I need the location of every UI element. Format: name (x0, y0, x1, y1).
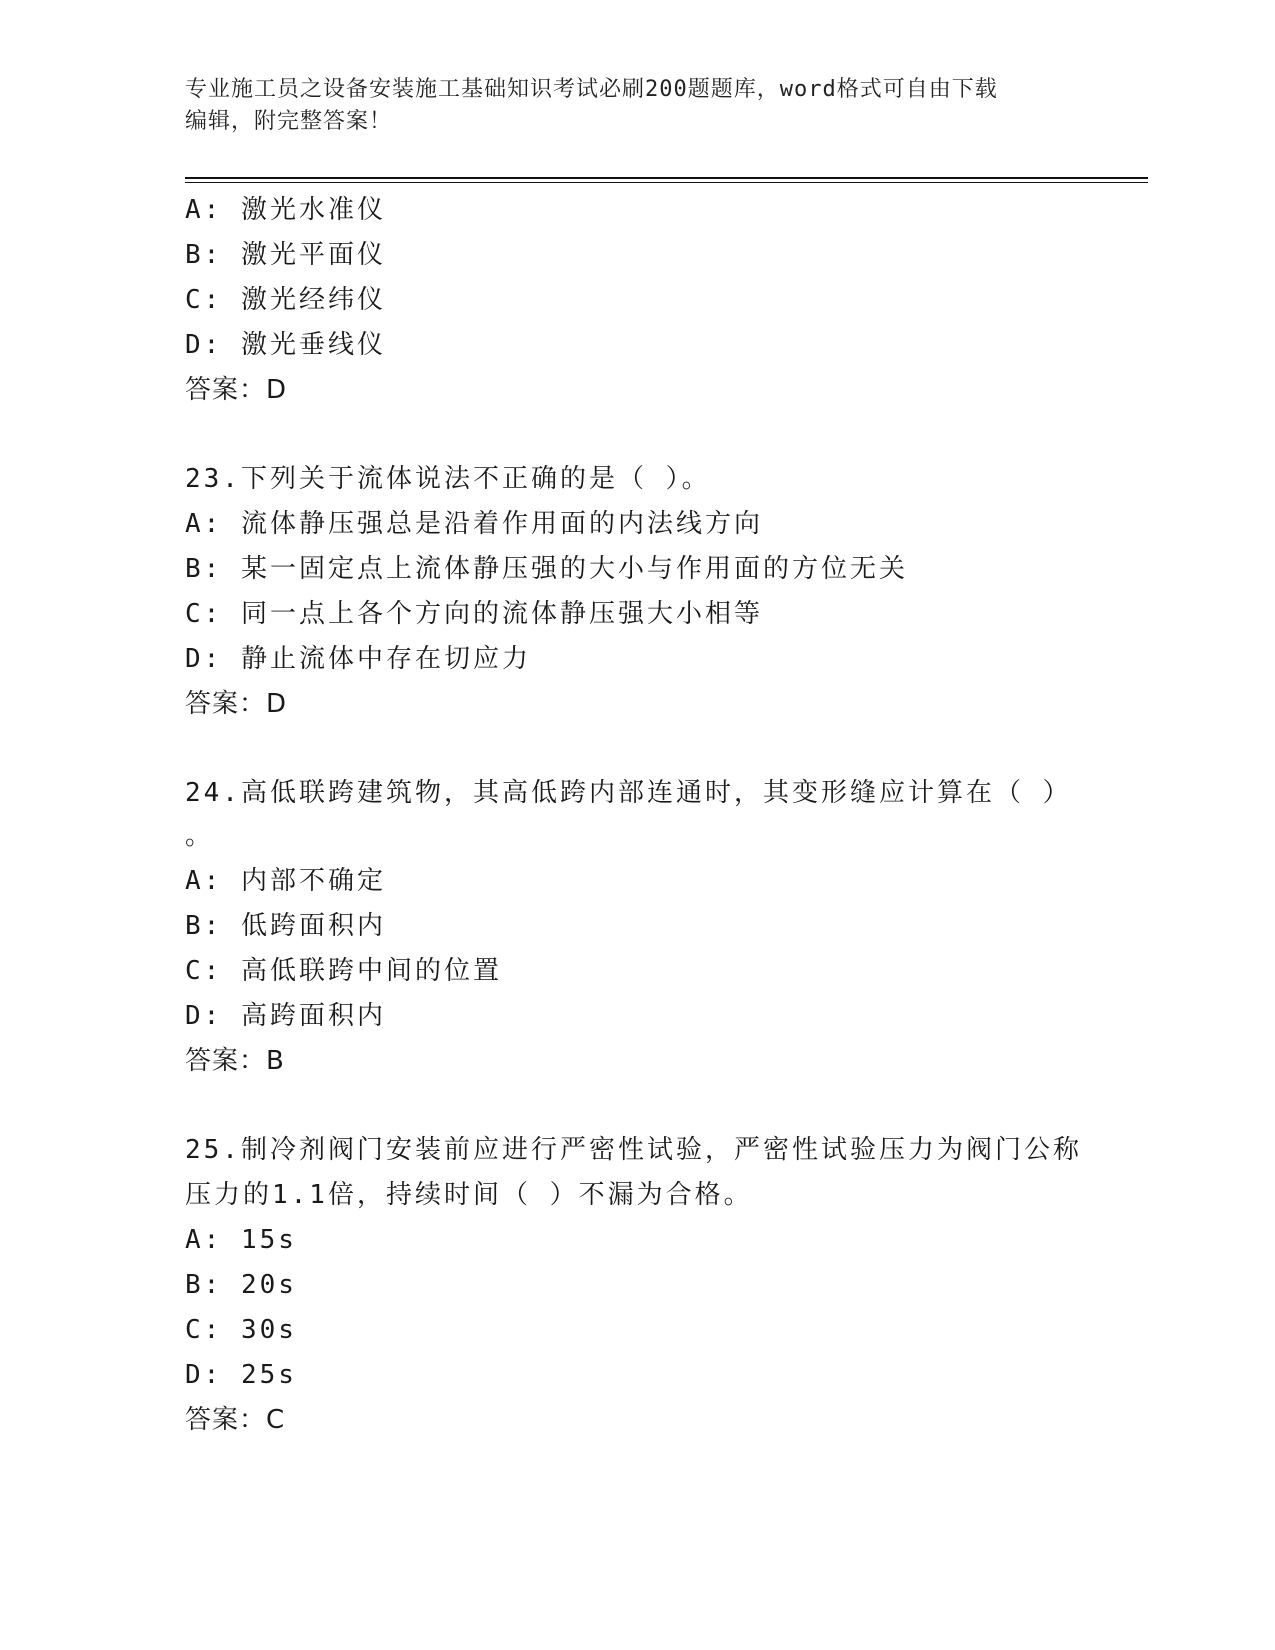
q25-answer: 答案：C (185, 1405, 286, 1435)
q23-answer: 答案：D (185, 689, 288, 719)
q25-option-d: D: 25s (185, 1360, 297, 1390)
q22-answer: 答案：D (185, 375, 288, 405)
q22-option-a: A: 激光水准仪 (185, 195, 386, 225)
q24-option-b: B: 低跨面积内 (185, 911, 386, 941)
q23-question: 23.下列关于流体说法不正确的是（ ）。 (185, 464, 711, 494)
q25-question-line-1: 25.制冷剂阀门安装前应进行严密性试验，严密性试验压力为阀门公称 (185, 1135, 1082, 1165)
q24-answer: 答案：B (185, 1046, 285, 1076)
q23-option-b: B: 某一固定点上流体静压强的大小与作用面的方位无关 (185, 554, 908, 584)
q23-option-c: C: 同一点上各个方向的流体静压强大小相等 (185, 599, 763, 629)
q25-question-line-2: 压力的1.1倍，持续时间（ ）不漏为合格。 (185, 1180, 753, 1210)
q22-option-b: B: 激光平面仪 (185, 240, 386, 270)
header-divider-thick (185, 177, 1148, 179)
q25-option-a: A: 15s (185, 1225, 297, 1255)
page-header (185, 74, 1065, 138)
header-divider-thin (185, 182, 1148, 183)
q24-question-line-1: 24.高低联跨建筑物，其高低跨内部连通时，其变形缝应计算在（ ） (185, 778, 1072, 808)
q23-option-d: D: 静止流体中存在切应力 (185, 644, 531, 674)
q24-question-line-2: 。 (185, 821, 215, 851)
q22-option-d: D: 激光垂线仪 (185, 330, 386, 360)
q25-option-c: C: 30s (185, 1315, 297, 1345)
q25-option-b: B: 20s (185, 1270, 297, 1300)
header-title-line-2: 编辑，附完整答案！ (185, 109, 393, 134)
q23-option-a: A: 流体静压强总是沿着作用面的内法线方向 (185, 509, 763, 539)
q24-option-c: C: 高低联跨中间的位置 (185, 956, 502, 986)
header-title-line-1: 专业施工员之设备安装施工基础知识考试必刷200题题库，word格式可自由下载 (185, 77, 998, 102)
q22-option-c: C: 激光经纬仪 (185, 285, 386, 315)
q24-option-a: A: 内部不确定 (185, 866, 386, 896)
q24-option-d: D: 高跨面积内 (185, 1001, 386, 1031)
